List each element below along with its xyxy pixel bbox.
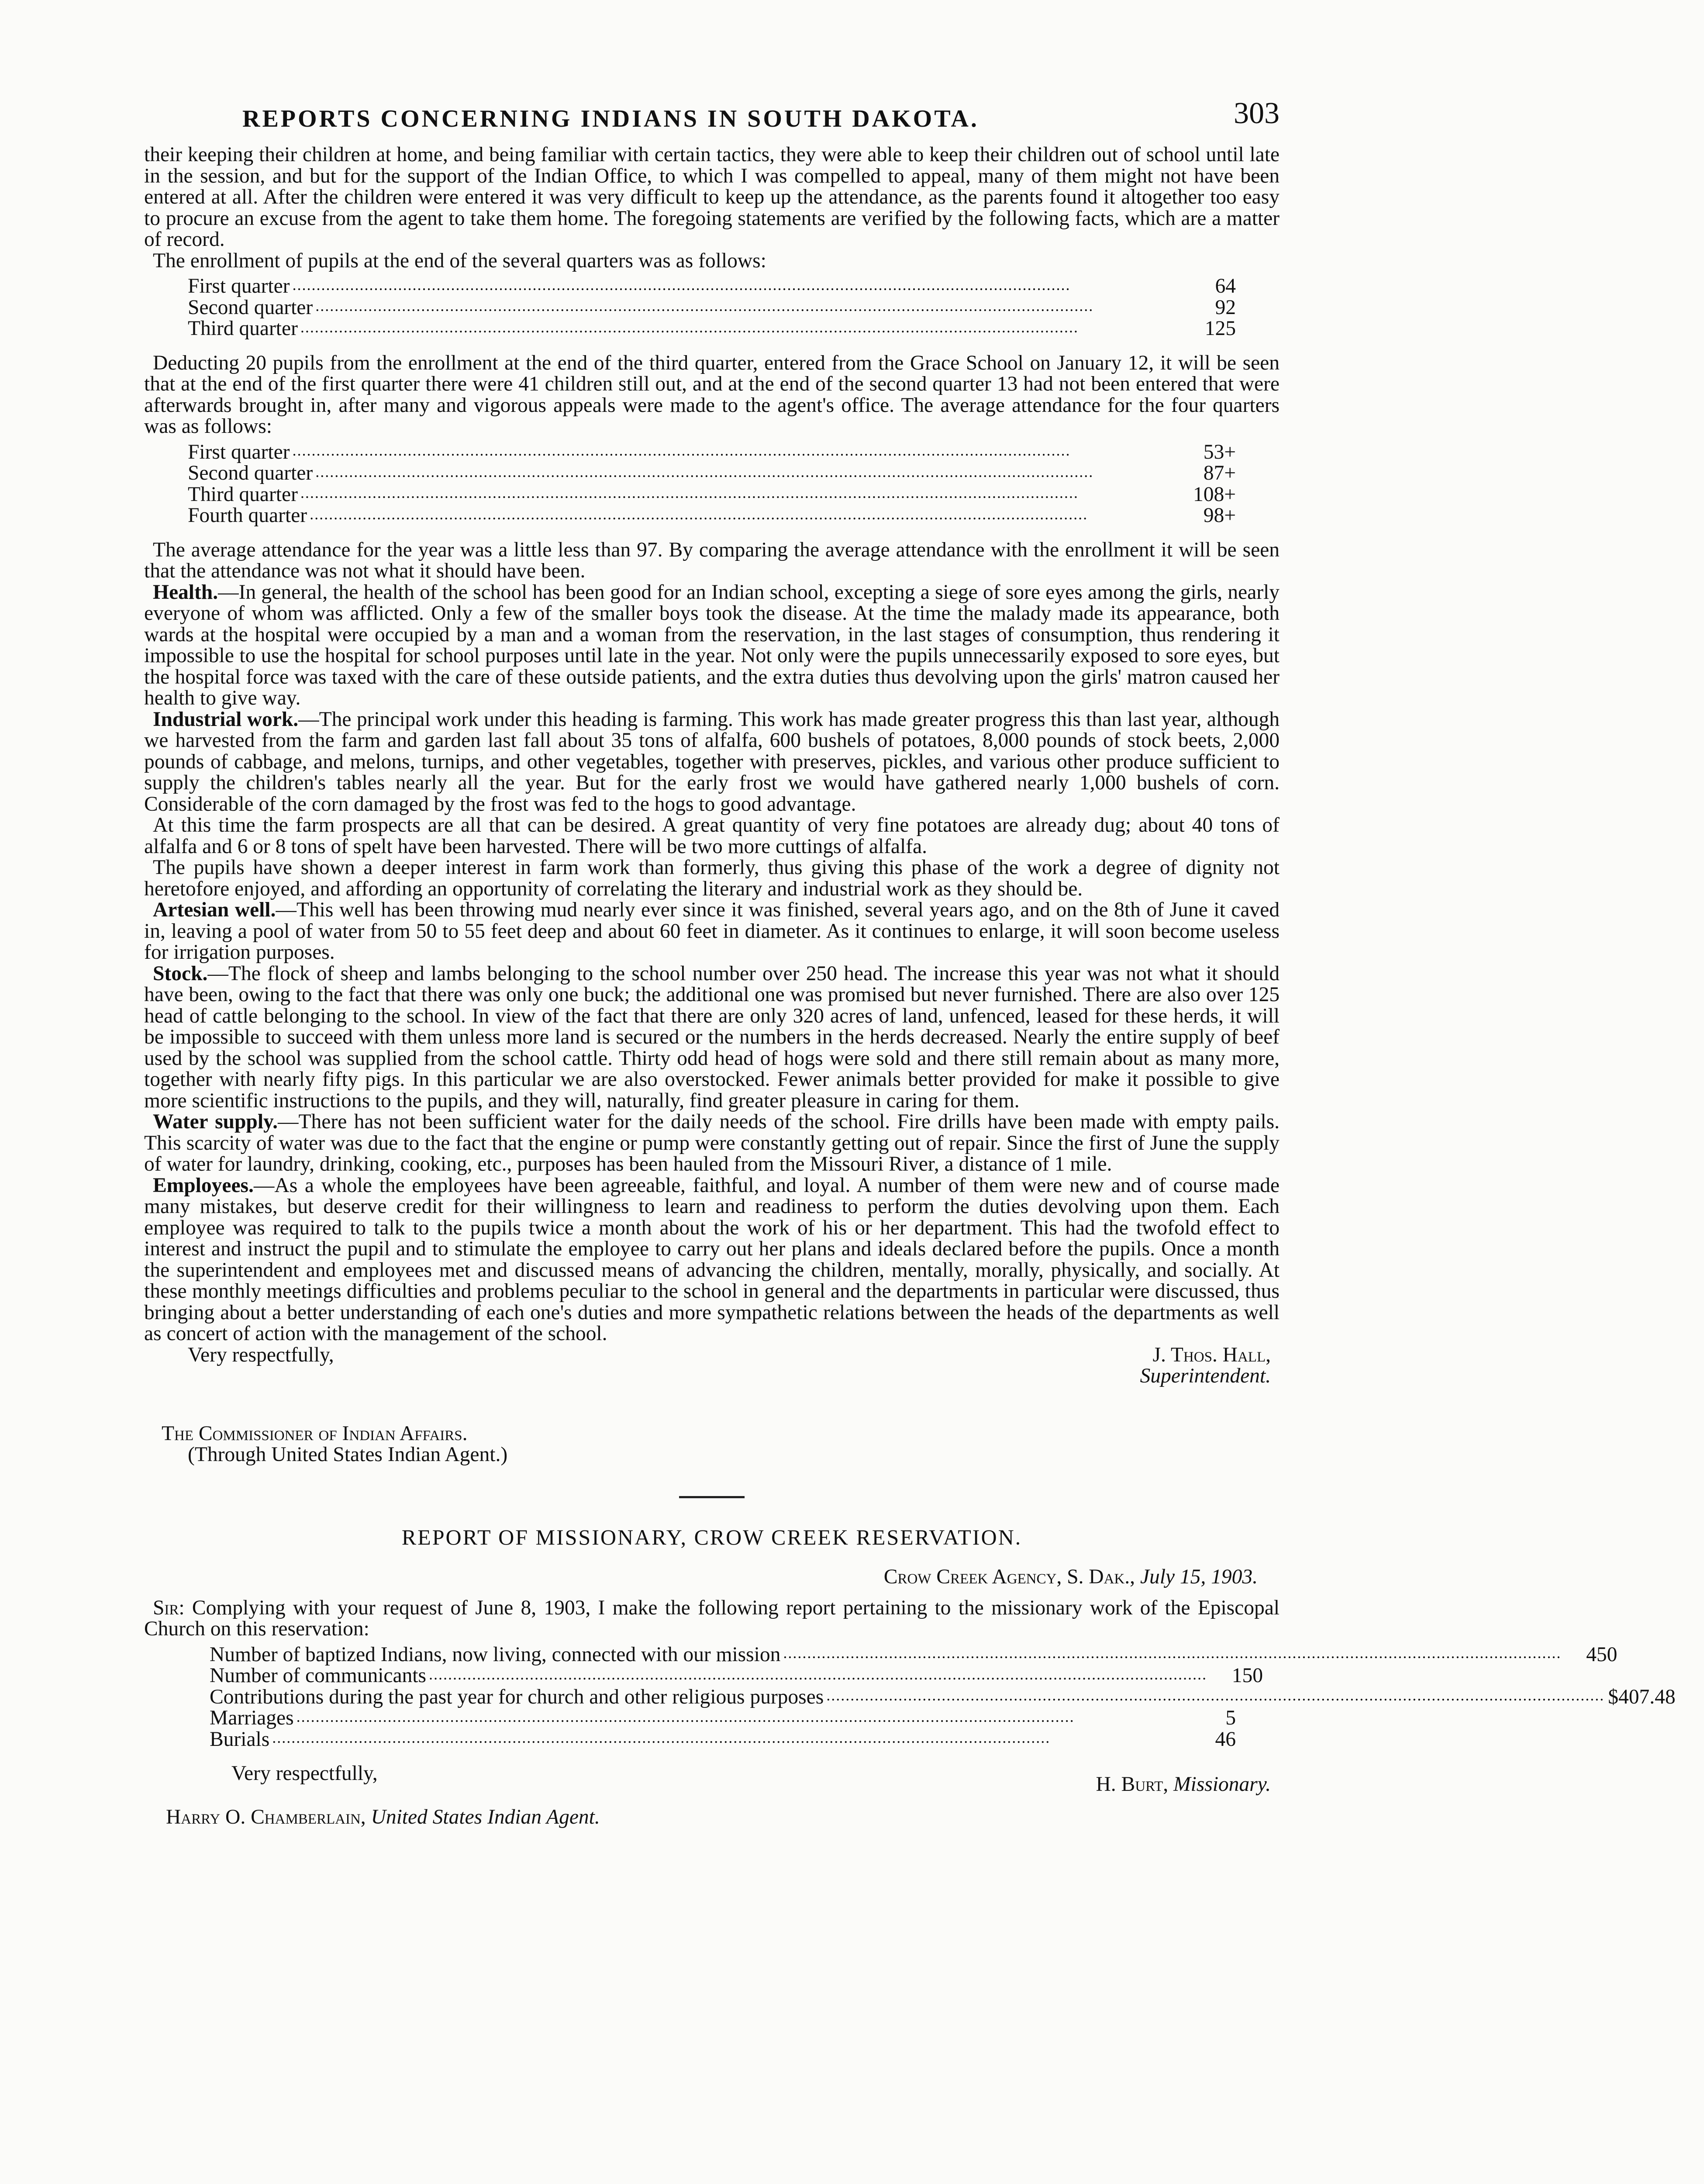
farm-paragraph: At this time the farm prospects are all that can be desired. A great quantity of very fine potatoes are already dug; about 40 tons of alfalfa and 6 or 8 tons of spelt have been harvested. There will be two more cuttings of alfalfa.: [144, 814, 1280, 858]
signer-name: H. Burt,: [1096, 1773, 1169, 1796]
dateline-date: July 15, 1903.: [1140, 1565, 1258, 1588]
quarter-label: First quarter: [188, 440, 290, 463]
pupils-paragraph: The pupils have shown a deeper interest in farm work than formerly, thus giving this phase of the work a degree of dignity not heretofore enjoyed, and affording an opportunity of correlating the literary and industrial work as they should be.: [144, 856, 1280, 900]
stock-heading: Stock.: [153, 962, 208, 985]
list-item: [210, 1729, 1280, 1750]
quarter-label: Third quarter: [188, 483, 298, 506]
quarter-label: Third quarter: [188, 317, 298, 340]
list-item: [188, 276, 1280, 297]
employees-heading: Employees.: [153, 1174, 254, 1197]
artesian-heading: Artesian well.: [153, 898, 276, 921]
page-header: [144, 87, 1280, 144]
agent-name: Harry O. Chamberlain,: [166, 1806, 366, 1828]
missionary-signer: [1096, 1774, 1271, 1795]
missionary-report-title: REPORT OF MISSIONARY, CROW CREEK RESERVATION.: [401, 1524, 1022, 1549]
leader-dots: ..................................................................................................................................................................: [315, 297, 1094, 314]
attendance-list: [144, 442, 1280, 526]
item-value: 450: [1586, 1643, 1618, 1666]
item-label: Number of baptized Indians, now living, connected with our mission: [210, 1643, 781, 1666]
deducting-paragraph: Deducting 20 pupils from the enrollment at the end of the third quarter, entered from the Grace School on January 12, it will be seen that at the end of the first quarter there were 41 children still out, and at the end of the second quarter 13 had not been entered that were afterwards brought in, after many and vigorous appeals were made to the agent's office. The average attendance for the four quarters was as follows:: [144, 351, 1280, 438]
item-value: 5: [1225, 1707, 1236, 1729]
enrollment-list: [144, 276, 1280, 339]
quarter-value: 87+: [1203, 462, 1236, 484]
water-paragraph: [144, 1111, 1280, 1175]
industrial-text: —The principal work under this heading is farming. This work has made greater progress this than last year, although we harvested from the farm and garden last fall about 35 tons of alfalfa, 600 bushels of potatoes, 8,000 pounds of stock beets, 2,000 pounds of cabbage, and melons, turnips, and other vegetables, together with preserves, pickles, and various other produce sufficient to supply the children's tables nearly all the year. But for the early frost we would have gathered nearly 1,000 bushels of corn. Considerable of the corn damaged by the frost was fed to the hogs to good advantage.: [144, 708, 1280, 816]
leader-dots: ..................................................................................................................................................................: [826, 1686, 1605, 1704]
page-number: 303: [1234, 97, 1280, 130]
health-text: —In general, the health of the school has been good for an Indian school, excepting a siege of sore eyes among the girls, nearly everyone of whom was afflicted. Only a few of the smaller boys took the disease. At the time the malady made its appearance, both wards at the hospital were occupied by a man and a woman from the reservation, in the last stages of consumption, thus rendering it impossible to use the hospital for school purposes until late in the year. Not only were the pupils unnecessarily exposed to sore eyes, but the hospital force was taxed with the care of these outside patients, and the extra duties thus devolving upon the girls' matron caused her health to give way.: [144, 581, 1280, 709]
agent-signature: [166, 1807, 1280, 1828]
missionary-signature-block: [144, 1763, 1280, 1798]
stock-paragraph: [144, 963, 1280, 1112]
running-title: REPORTS CONCERNING INDIANS IN SOUTH DAKOTA.: [242, 105, 979, 132]
missionary-statistics: [210, 1643, 1676, 1751]
leader-dots: ..................................................................................................................................................................: [429, 1665, 1207, 1683]
water-heading: Water supply.: [153, 1110, 278, 1133]
item-label: Burials: [210, 1728, 270, 1751]
list-item: [210, 1643, 1618, 1666]
addressee-note: (Through United States Indian Agent.): [188, 1443, 508, 1466]
dateline: [144, 1565, 1258, 1589]
signer-title: Missionary.: [1173, 1773, 1271, 1796]
item-value: 46: [1215, 1728, 1236, 1751]
agent-title: United States Indian Agent.: [371, 1806, 600, 1828]
leader-dots: ..................................................................................................................................................................: [783, 1644, 1562, 1662]
item-label: Contributions during the past year for church and other religious purposes: [210, 1685, 824, 1708]
enrollment-intro: The enrollment of pupils at the end of the several quarters was as follows:: [153, 249, 766, 272]
leader-dots: ..................................................................................................................................................................: [292, 442, 1071, 459]
employees-text: —As a whole the employees have been agreeable, faithful, and loyal. A number of them were new and of course made many mistakes, but deserve credit for their willingness to learn and readiness to perform the duties devolving upon them. Each employee was required to talk to the pupils twice a month about the work of his or her department. This had the twofold effect to interest and instruct the pupil and to stimulate the employee to carry out her plans and ideals declared before the pupils. Once a month the superintendent and employees met and discussed means of advancing the children, mentally, morally, physically, and socially. At these monthly meetings difficulties and problems peculiar to the school in general and the departments in particular were discussed, thus bringing about a better understanding of each one's duties and more sympathetic relations between the heads of the departments as well as concert of action with the management of the school.: [144, 1174, 1280, 1345]
quarter-value: 92: [1215, 296, 1236, 319]
closing: Very respectfully,: [188, 1343, 334, 1366]
quarter-label: Second quarter: [188, 462, 313, 484]
average-paragraph: The average attendance for the year was a little less than 97. By comparing the average attendance with the enrollment it will be seen that the attendance was not what it should have been.: [144, 538, 1280, 582]
health-heading: Health.: [153, 581, 218, 604]
item-label: Number of communicants: [210, 1664, 426, 1687]
salutation: Sir:: [153, 1596, 185, 1619]
quarter-value: 64: [1215, 275, 1236, 297]
quarter-value: 125: [1204, 317, 1236, 340]
item-label: Marriages: [210, 1707, 294, 1729]
employees-paragraph: [144, 1175, 1280, 1344]
quarter-label: First quarter: [188, 275, 290, 297]
quarter-label: Fourth quarter: [188, 504, 307, 527]
industrial-heading: Industrial work.: [153, 708, 299, 731]
signer-title: Superintendent.: [1140, 1365, 1271, 1387]
dateline-place: Crow Creek Agency, S. Dak.,: [883, 1565, 1135, 1588]
list-item: [210, 1685, 1676, 1708]
leader-dots: ..................................................................................................................................................................: [310, 505, 1088, 523]
missionary-intro: [144, 1597, 1280, 1640]
list-item: [188, 463, 1280, 484]
quarter-value: 98+: [1203, 504, 1236, 527]
item-value: $407.48: [1608, 1685, 1676, 1708]
leader-dots: ..................................................................................................................................................................: [315, 463, 1094, 480]
leader-dots: ..................................................................................................................................................................: [300, 318, 1079, 336]
list-item: [188, 484, 1280, 505]
leader-dots: ..................................................................................................................................................................: [296, 1707, 1075, 1725]
signer: [1140, 1344, 1271, 1387]
document-page: [144, 87, 1676, 1828]
quarter-value: 53+: [1203, 440, 1236, 463]
artesian-paragraph: [144, 899, 1280, 963]
leader-dots: ..................................................................................................................................................................: [292, 276, 1071, 294]
section-divider: [679, 1496, 745, 1498]
water-text: —There has not been sufficient water for the daily needs of the school. Fire drills have been made with empty pails. This scarcity of water was due to the fact that the engine or pump were constantly getting out of repair. Since the first of June the supply of water for laundry, drinking, cooking, etc., purposes has been hauled from the Missouri River, a distance of 1 mile.: [144, 1110, 1280, 1175]
intro-paragraph: their keeping their children at home, and being familiar with certain tactics, they were able to keep their children out of school until late in the session, and but for the support of the Indian Office, to which I was compelled to appeal, many of them might not have been entered at all. After the children were entered it was very difficult to keep up the attendance, as the parents found it altogether too easy to procure an excuse from the agent to take them home. The foregoing statements are verified by the following facts, which are a matter of record.: [144, 143, 1280, 251]
missionary-intro-text: Complying with your request of June 8, 1903, I make the following report pertaining to the missionary work of the Episcopal Church on this reservation:: [144, 1596, 1280, 1640]
list-item: [188, 318, 1280, 339]
list-item: [210, 1707, 1280, 1729]
item-value: 150: [1231, 1664, 1263, 1687]
stock-text: —The flock of sheep and lambs belonging to the school number over 250 head. The increase this year was not what it should have been, owing to the fact that there was only one buck; the additional one was promised but never furnished. There are also over 125 head of cattle belonging to the school. In view of the fact that there are only 320 acres of land, unfenced, leased for these herds, it will be impossible to succeed with them unless more land is secured or the numbers in the herds decreased. Nearly the entire supply of beef used by the school was supplied from the school cattle. Thirty odd head of hogs were sold and there still remain about as many more, together with nearly fifty pigs. In this particular we are also overstocked. Fewer animals better provided for make it possible to give more scientific instructions to the pupils, and they will, naturally, find greater pleasure in caring for them.: [144, 962, 1280, 1112]
list-item: [188, 442, 1280, 463]
quarter-label: Second quarter: [188, 296, 313, 319]
quarter-value: 108+: [1193, 483, 1236, 506]
industrial-paragraph: [144, 709, 1280, 815]
list-item: [210, 1665, 1280, 1686]
health-paragraph: [144, 582, 1280, 709]
artesian-text: —This well has been throwing mud nearly ever since it was finished, several years ago, and on the 8th of June it caved in, leaving a pool of water from 50 to 55 feet deep and about 60 feet in diameter. As it continues to enlarge, it will soon become useless for irrigation purposes.: [144, 898, 1280, 964]
leader-dots: ..................................................................................................................................................................: [300, 484, 1079, 501]
signer-name: J. Thos. Hall,: [1152, 1343, 1271, 1366]
list-item: [188, 505, 1280, 526]
list-item: [188, 297, 1280, 318]
closing: Very respectfully,: [231, 1762, 378, 1785]
signature-block: [144, 1344, 1280, 1397]
leader-dots: ..................................................................................................................................................................: [272, 1729, 1051, 1746]
addressee-line: The Commissioner of Indian Affairs.: [162, 1422, 468, 1445]
addressee: [162, 1423, 1280, 1465]
